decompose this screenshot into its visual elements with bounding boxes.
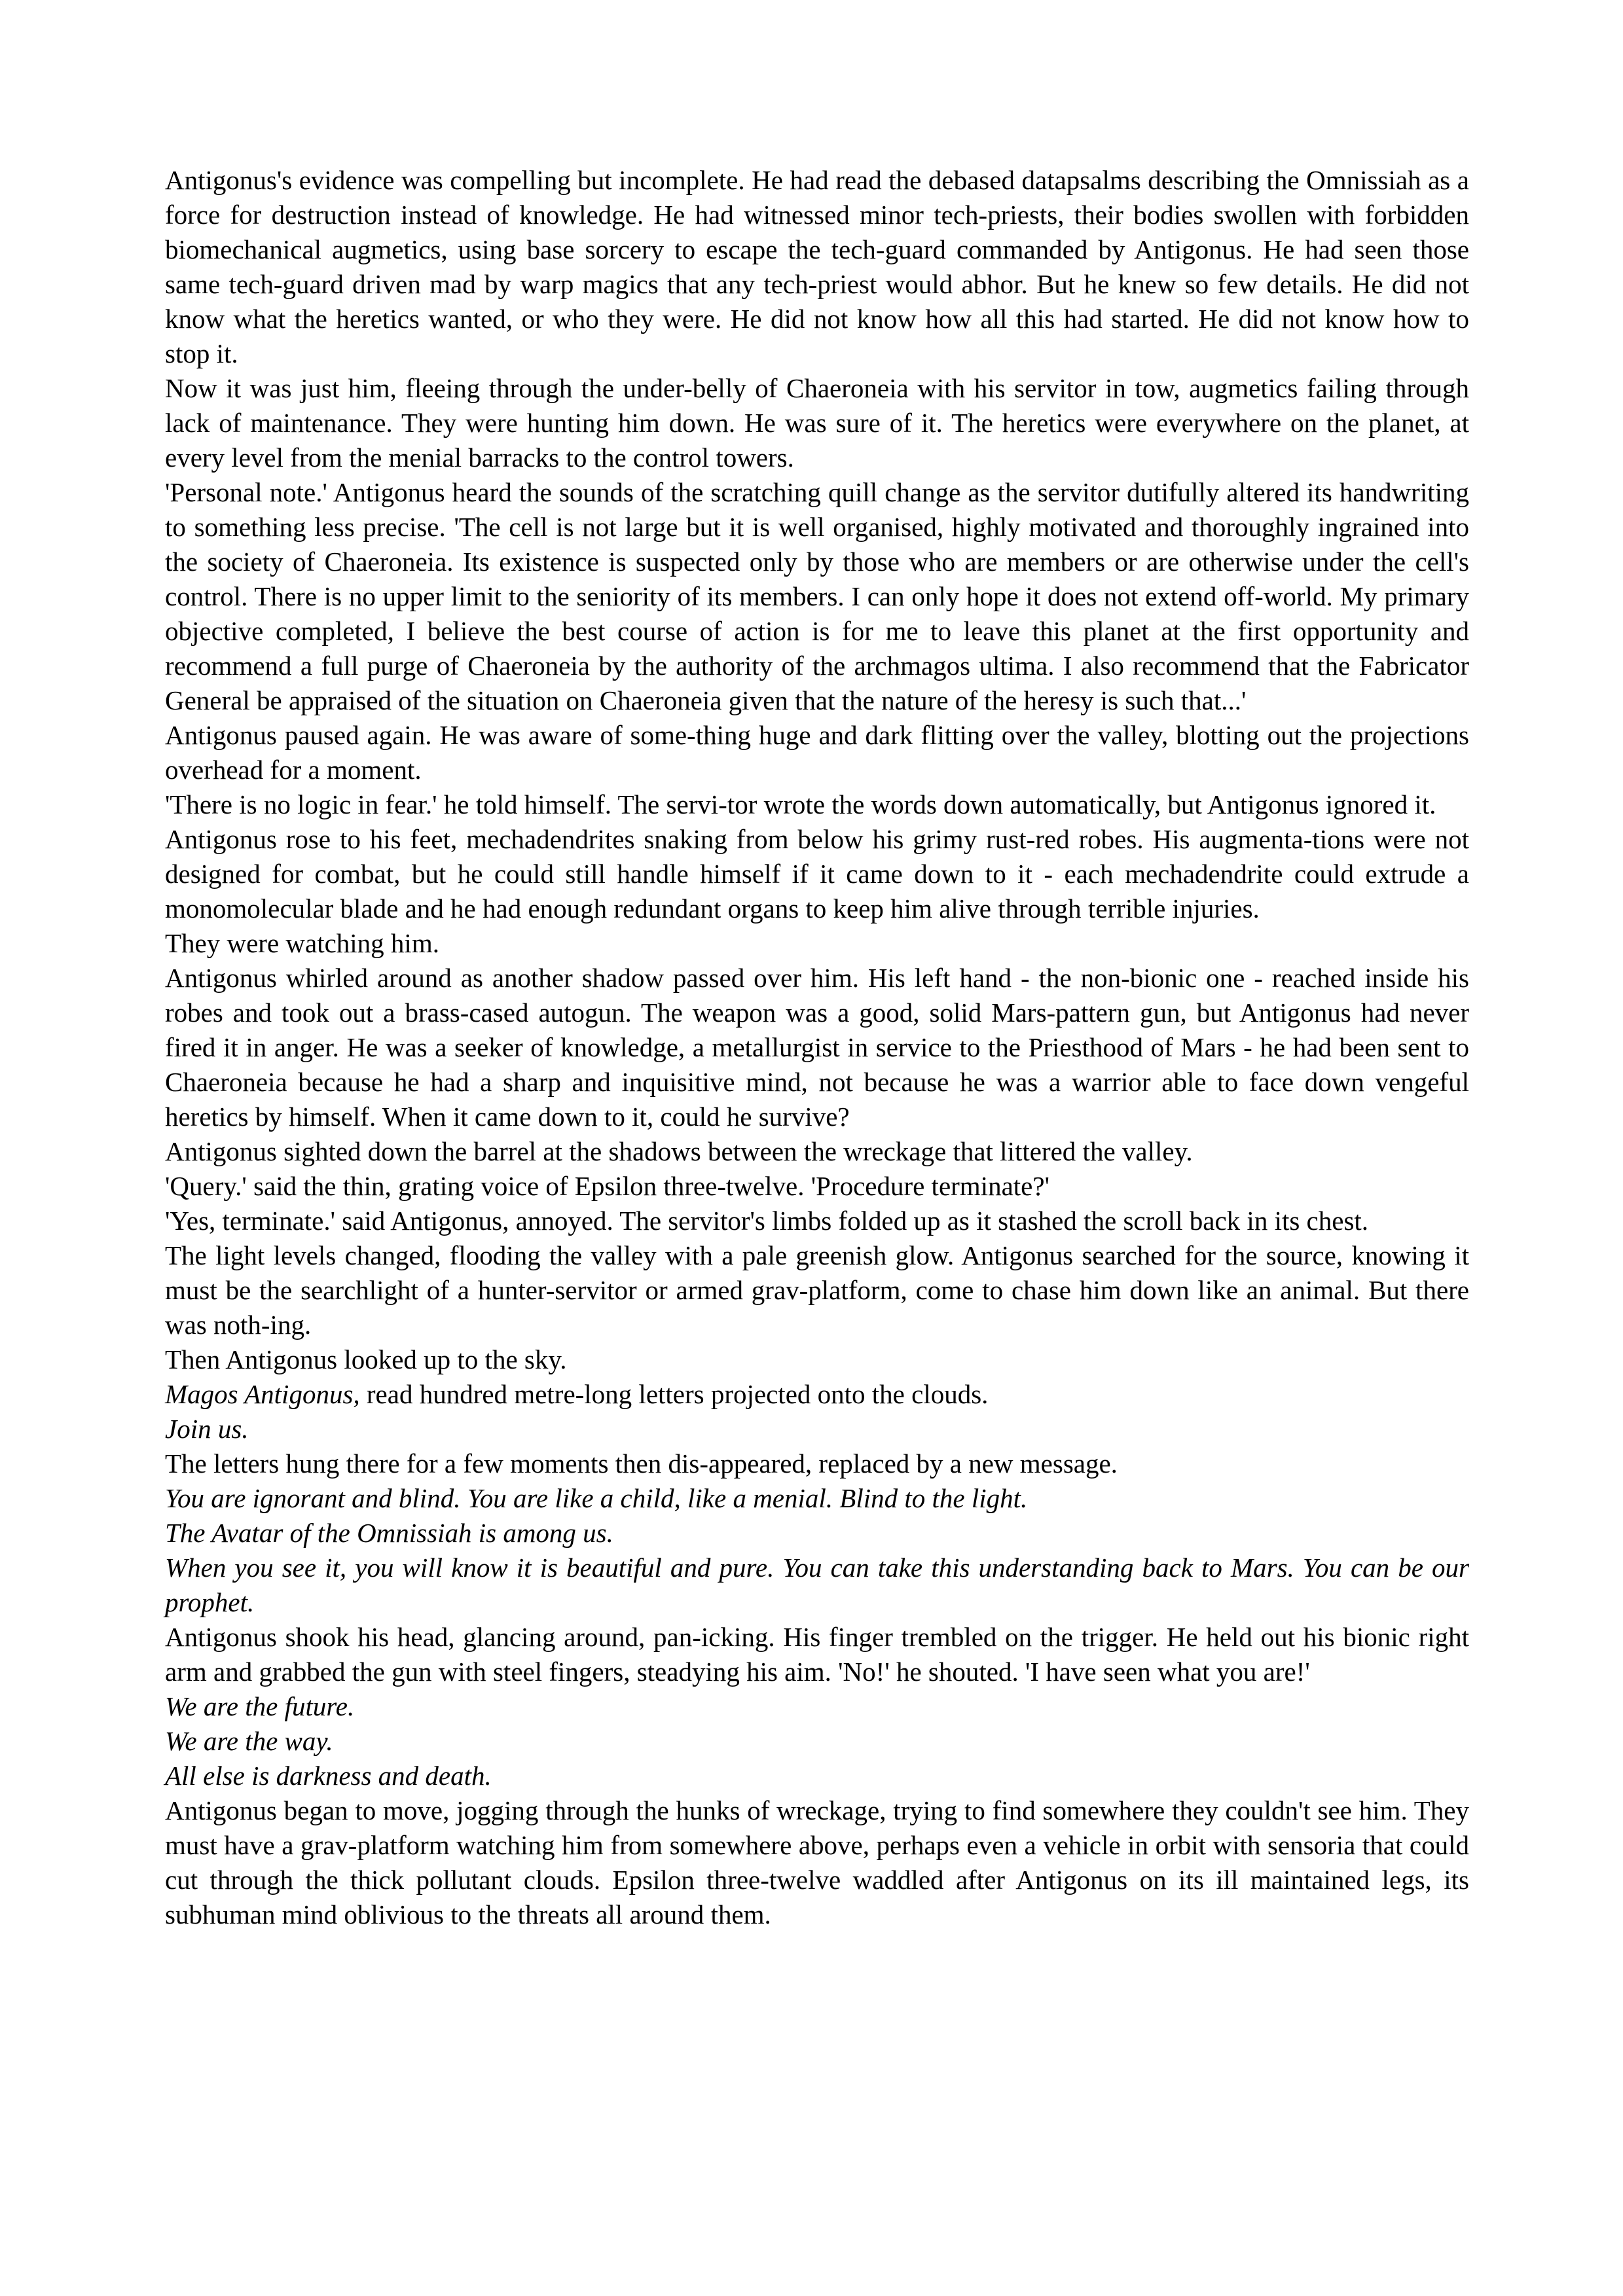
text-run: read hundred metre-long letters projected onto the clouds. [359, 1379, 989, 1409]
paragraph [165, 1238, 1469, 1342]
text-run: Antigonus whirled around as another shadow passed over him. His left hand - the non-bionic one - reached inside his robes and took out a brass-cased autogun. The weapon was a good, solid Mars-pattern gun, but Antigonus had never fired it in anger. He was a seeker of knowledge, a metallurgist in service to the Priesthood of Mars - he had been sent to Chaeroneia because he had a sharp and inquisitive mind, not because he was a warrior able to face down vengeful heretics by himself. When it came down to it, could he survive? [165, 963, 1469, 1132]
text-run: Antigonus shook his head, glancing around, pan-icking. His finger trembled on the trigger. He held out his bionic right arm and grabbed the gun with steel fingers, steadying his aim. 'No!' he shouted. 'I have seen what you are!' [165, 1622, 1469, 1687]
paragraph [165, 1134, 1469, 1169]
italic-text-run: We are the future. [165, 1691, 355, 1721]
text-run: The letters hung there for a few moments then dis-appeared, replaced by a new message. [165, 1448, 1118, 1479]
italic-text-run: You are ignorant and blind. You are like a child, like a menial. Blind to the light. [165, 1483, 1028, 1513]
paragraph [165, 1724, 1469, 1759]
paragraph [165, 1551, 1469, 1620]
paragraph [165, 822, 1469, 926]
paragraph [165, 1204, 1469, 1238]
paragraph [165, 1342, 1469, 1377]
text-run: Antigonus paused again. He was aware of some-thing huge and dark flitting over the valley, blotting out the projections overhead for a moment. [165, 720, 1469, 785]
paragraph [165, 1169, 1469, 1204]
italic-text-run: We are the way. [165, 1726, 333, 1756]
paragraph [165, 475, 1469, 718]
text-run: 'There is no logic in fear.' he told himself. The servi-tor wrote the words down automatically, but Antigonus ignored it. [165, 789, 1436, 819]
paragraph [165, 1446, 1469, 1481]
italic-text-run: The Avatar of the Omnissiah is among us. [165, 1518, 613, 1548]
text-block [165, 163, 1469, 1932]
italic-text-run: All else is darkness and death. [165, 1761, 492, 1791]
text-run: The light levels changed, flooding the valley with a pale greenish glow. Antigonus searched for the source, knowing it must be the searchlight of a hunter-servitor or armed grav-platform, come to chase him down like an animal. But there was noth-ing. [165, 1240, 1469, 1340]
paragraph [165, 1377, 1469, 1412]
paragraph [165, 926, 1469, 961]
paragraph [165, 1620, 1469, 1689]
text-run: 'Personal note.' Antigonus heard the sounds of the scratching quill change as the servitor dutifully altered its handwriting to something less precise. 'The cell is not large but it is well organised, highly motivated and thoroughly ingrained into the society of Chaeroneia. Its existence is suspected only by those who are members or are otherwise under the cell's control. There is no upper limit to the seniority of its members. I can only hope it does not extend off-world. My primary objective completed, I believe the best course of action is for me to leave this planet at the first opportunity and recommend a full purge of Chaeroneia by the authority of the archmagos ultima. I also recommend that the Fabricator General be appraised of the situation on Chaeroneia given that the nature of the heresy is such that...' [165, 477, 1469, 715]
paragraph [165, 371, 1469, 475]
text-run: 'Yes, terminate.' said Antigonus, annoyed. The servitor's limbs folded up as it stashed the scroll back in its chest. [165, 1206, 1369, 1236]
paragraph [165, 163, 1469, 371]
text-run: Now it was just him, fleeing through the under-belly of Chaeroneia with his servitor in tow, augmetics failing through lack of maintenance. They were hunting him down. He was sure of it. The heretics were everywhere on the planet, at every level from the menial barracks to the control towers. [165, 373, 1469, 473]
paragraph [165, 718, 1469, 787]
paragraph [165, 961, 1469, 1134]
text-run: They were watching him. [165, 928, 439, 958]
text-run: Then Antigonus looked up to the sky. [165, 1344, 567, 1374]
paragraph [165, 1759, 1469, 1793]
italic-text-run: When you see it, you will know it is beautiful and pure. You can take this understanding back to Mars. You can be our prophet. [165, 1552, 1469, 1617]
paragraph [165, 787, 1469, 822]
text-run: Antigonus rose to his feet, mechadendrites snaking from below his grimy rust-red robes. His augmenta-tions were not designed for combat, but he could still handle himself if it came down to it - each mechadendrite could extrude a monomolecular blade and he had enough redundant organs to keep him alive through terrible injuries. [165, 824, 1469, 924]
paragraph [165, 1793, 1469, 1932]
text-run: Antigonus's evidence was compelling but incomplete. He had read the debased datapsalms describing the Omnissiah as a force for destruction instead of knowledge. He had witnessed minor tech-priests, their bodies swollen with forbidden biomechanical augmetics, using base sorcery to escape the tech-guard commanded by Antigonus. He had seen those same tech-guard driven mad by warp magics that any tech-priest would abhor. But he knew so few details. He did not know what the heretics wanted, or who they were. He did not know how all this had started. He did not know how to stop it. [165, 165, 1469, 368]
paragraph [165, 1412, 1469, 1446]
text-run: 'Query.' said the thin, grating voice of Epsilon three-twelve. 'Procedure terminate?' [165, 1171, 1049, 1201]
paragraph [165, 1481, 1469, 1516]
text-run: Antigonus began to move, jogging through the hunks of wreckage, trying to find somewhere they couldn't see him. They must have a grav-platform watching him from somewhere above, perhaps even a vehicle in orbit with sensoria that could cut through the thick pollutant clouds. Epsilon three-twelve waddled after Antigonus on its ill maintained legs, its subhuman mind oblivious to the threats all around them. [165, 1795, 1469, 1929]
paragraph [165, 1689, 1469, 1724]
italic-text-run: Magos Antigonus, [165, 1379, 360, 1409]
paragraph [165, 1516, 1469, 1551]
text-run: Antigonus sighted down the barrel at the shadows between the wreckage that littered the valley. [165, 1136, 1193, 1166]
italic-text-run: Join us. [165, 1414, 249, 1444]
